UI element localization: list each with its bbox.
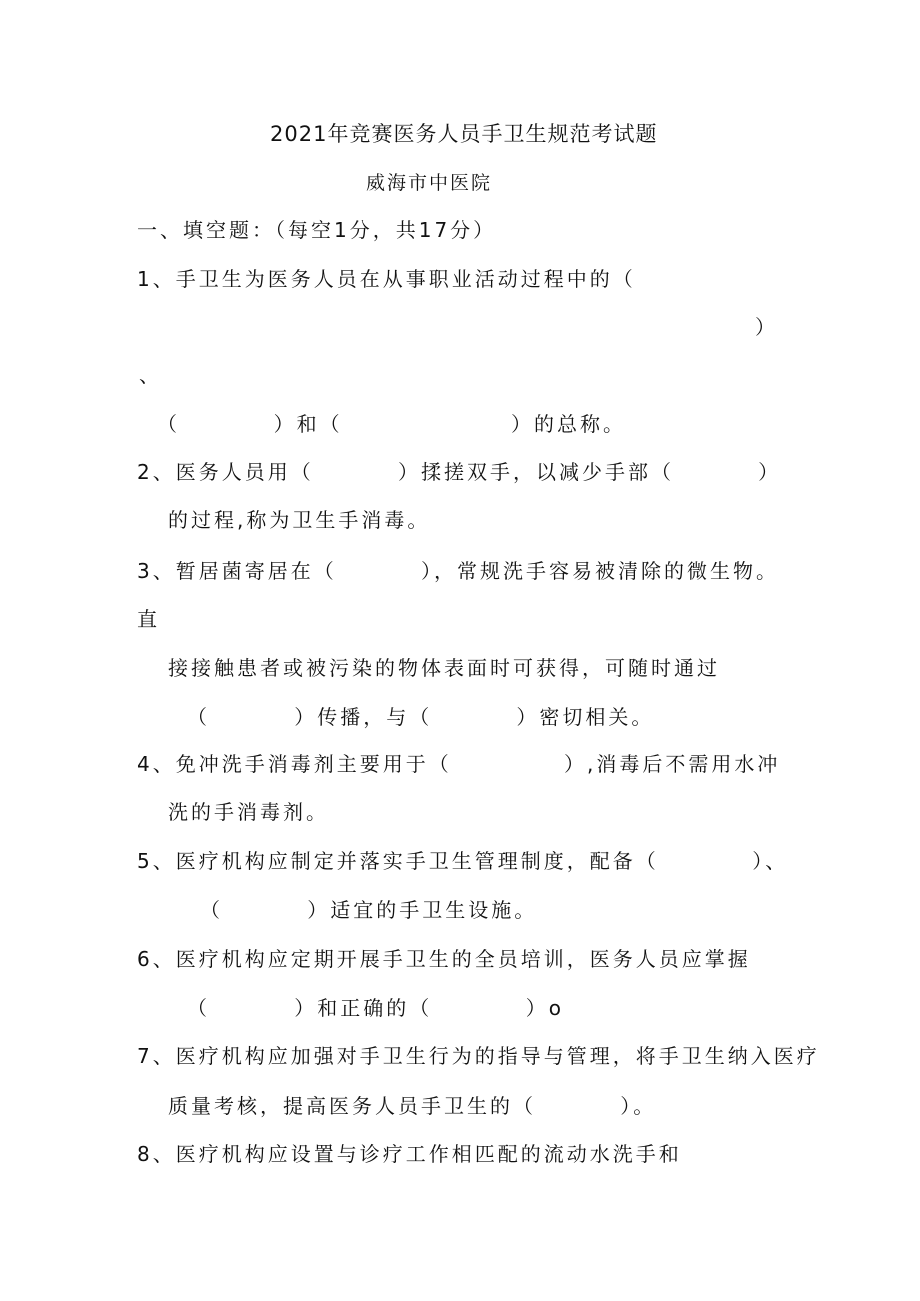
question-4-line-1: 4、免冲洗手消毒剂主要用于（ ）,消毒后不需用水冲: [137, 752, 781, 776]
question-7-line-2: 质量考核，提高医务人员手卫生的（ ）。: [168, 1094, 657, 1118]
question-5-line-1: 5、医疗机构应制定并落实手卫生管理制度，配备（ ）、: [137, 849, 789, 873]
question-5-line-2: （ ）适宜的手卫生设施。: [200, 898, 538, 922]
question-6-line-1: 6、医疗机构应定期开展手卫生的全员培训，医务人员应掌握: [137, 947, 751, 971]
question-1-comma-mark: 、: [139, 363, 162, 387]
question-1-line-1: 1、手卫生为医务人员在从事职业活动过程中的（: [137, 267, 636, 291]
question-3-line-2: 直: [137, 607, 160, 631]
section-heading: 一、填空题：（每空1分，共17分）: [137, 218, 497, 242]
question-1-line-3: （ ）和（ ）的总称。: [157, 412, 627, 436]
hospital-name: 威海市中医院: [366, 172, 493, 194]
question-3-line-4: （ ）传播，与（ ）密切相关。: [187, 705, 655, 729]
question-2-line-2: 的过程,称为卫生手消毒。: [168, 508, 431, 532]
question-3-line-3: 接接触患者或被污染的物体表面时可获得，可随时通过: [168, 656, 720, 680]
question-8-line-1: 8、医疗机构应设置与诊疗工作相匹配的流动水洗手和: [137, 1142, 682, 1166]
question-4-line-2: 洗的手消毒剂。: [168, 800, 329, 824]
question-6-line-2: （ ）和正确的（ ）o: [187, 996, 565, 1020]
question-3-line-1: 3、暂居菌寄居在（ ），常规洗手容易被清除的微生物。: [137, 559, 779, 583]
question-1-close-paren: ）: [755, 315, 778, 339]
question-7-line-1: 7、医疗机构应加强对手卫生行为的指导与管理，将手卫生纳入医疗: [137, 1044, 820, 1068]
exam-title: 2021年竞赛医务人员手卫生规范考试题: [270, 122, 658, 146]
question-2-line-1: 2、医务人员用（ ）揉搓双手，以减少手部（ ）: [137, 460, 782, 484]
